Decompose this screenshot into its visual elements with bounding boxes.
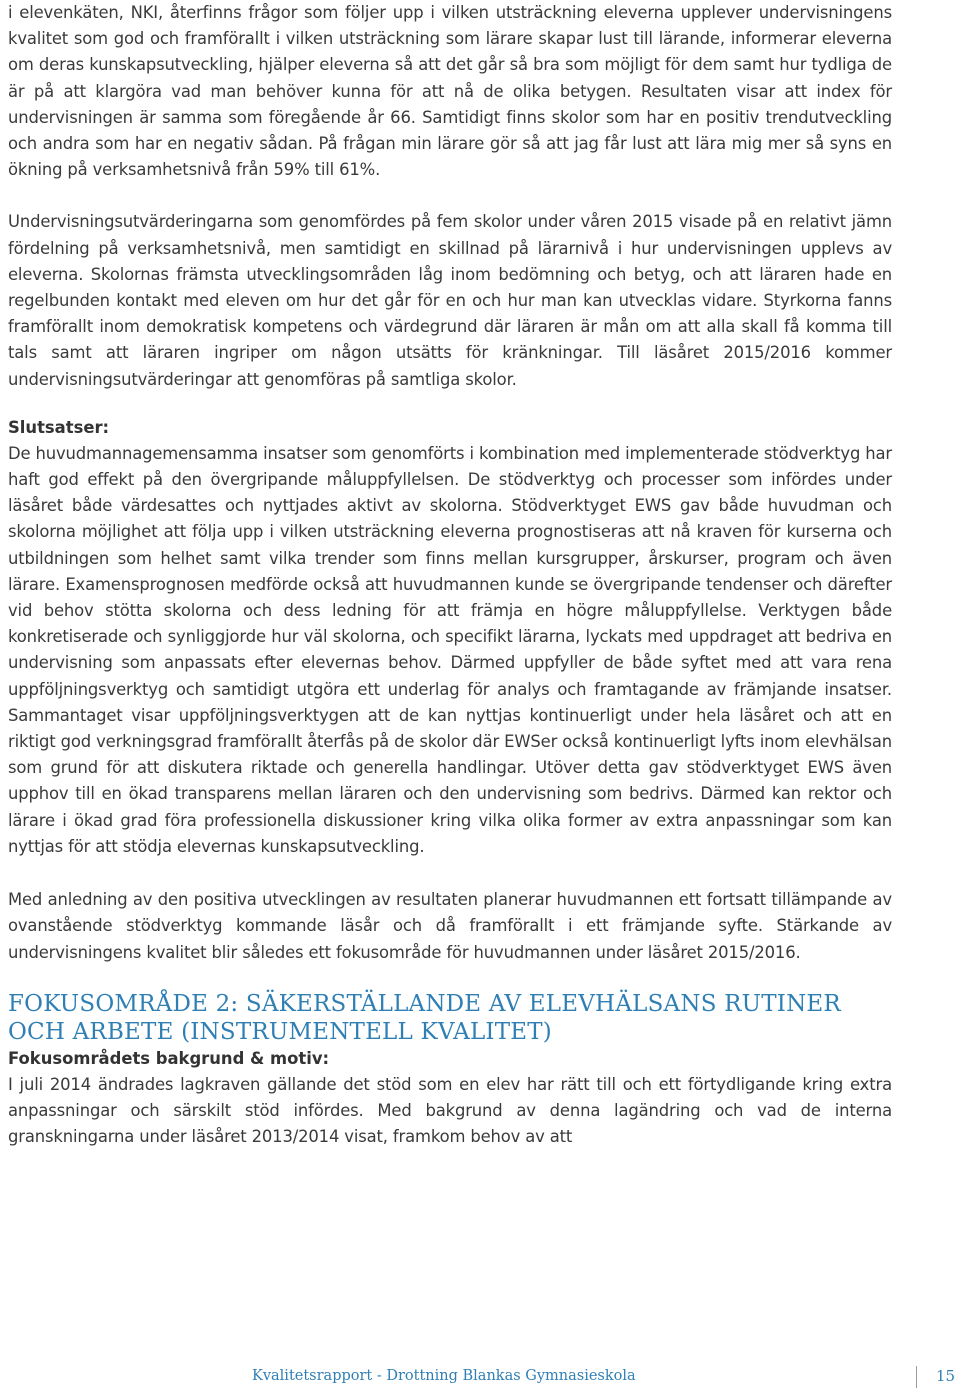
focus-area-title: FOKUSOMRÅDE 2: SÄKERSTÄLLANDE AV ELEVHÄLSANS RUTINER OCH ARBETE (INSTRUMENTELL KVALITET) (8, 990, 841, 1045)
footer-report-title: Kvalitetsrapport - Drottning Blankas Gymnasieskola (252, 1368, 636, 1384)
document-page (8, 0, 892, 1150)
page-footer (0, 1366, 960, 1388)
paragraph-conclusions: De huvudmannagemensamma insatser som genomförts i kombination med implementerade stödverktyg har haft god effekt på den övergripande måluppfyllelsen. De stödverktyg och processer som infördes under läsåret både värdesattes och nyttjades aktivt av skolorna. Stödverktyget EWS gav både huvudman och skolorna möjlighet att följa upp i vilken utsträckning eleverna prognostiseras att nå kraven för kurserna och utbildningen som helhet samt vilka trender som finns mellan kursgrupper, årskurser, program och även lärare. Examensprognosen medförde också att huvudmannen kunde se övergripande tendenser och därefter vid behov stötta skolorna och dess ledning för att främja en högre måluppfyllelse. Verktygen både konkretiserade och synliggjorde hur väl skolorna, och specifikt lärarna, lyckats med uppdraget att bedriva en undervisning som anpassats efter elevernas behov. Därmed uppfyller de både syftet med att vara rena uppföljningsverktyg och samtidigt utgöra ett underlag för analys och framtagande av främjande insatser. Sammantaget visar uppföljningsverktygen att de kan nyttjas kontinuerligt under hela läsåret och att en riktigt god verkningsgrad framförallt återfås på de skolor där EWSer också kontinuerligt lyfts inom elevhälsan som grund för att diskutera riktade och generella handlingar. Utöver detta gav stödverktyget EWS även upphov till en ökad transparens mellan läraren och den undervisning som bedrivs. Därmed kan rektor och lärare i ökad grad föra professionella diskussioner kring vilka olika former av extra anpassningar som kan nyttjas för att stödja elevernas kunskapsutveckling. (8, 443, 892, 856)
paragraph-nki: i elevenkäten, NKI, återfinns frågor som följer upp i vilken utsträckning eleverna upplever undervisningens kvalitet som god och framförallt i vilken utsträckning som lärare skapar lust till lärande, informerar eleverna om deras kunskapsutveckling, hjälper eleverna så att det går så bra som möjligt för dem samt hur tydliga de är på att klargöra vad man behöver kunna för att nå de olika betygen. Resultaten visar att index för undervisningen är samma som föregående år 66. Samtidigt finns skolor som har en positiv trendutveckling och andra som har en negativ sådan. På frågan min lärare gör så att jag får lust att lära mig mer så syns en ökning på verksamhetsnivå från 59% till 61%. (8, 3, 892, 180)
paragraph-planning: Med anledning av den positiva utvecklingen av resultaten planerar huvudmannen ett fortsatt tillämpande av ovanstående stödverktyg kommande läsår och då framförallt i ett främjande syfte. Stärkande av undervisningens kvalitet blir således ett fokusområde för huvudmannen under läsåret 2015/2016. (8, 890, 892, 962)
page-number: 15 (936, 1367, 956, 1385)
conclusions-heading: Slutsatser: (8, 417, 110, 437)
paragraph-teaching-evaluations: Undervisningsutvärderingarna som genomfördes på fem skolor under våren 2015 visade på en relativt jämn fördelning på verksamhetsnivå, men samtidigt en skillnad på lärarnivå i hur undervisningen upplevs av eleverna. Skolornas främsta utvecklingsområden låg inom bedömning och betyg, och att läraren hade en regelbunden kontakt med eleven om hur det går för en och hur man kan utvecklas vidare. Styrkorna fanns framförallt inom demokratisk kompetens och värdegrund där läraren är mån om att alla skall få komma till tals samt att läraren ingriper om någon utsätts för kränkningar. Till läsåret 2015/2016 kommer undervisningsutvärderingar att genomföras på samtliga skolor. (8, 212, 892, 389)
footer-divider (916, 1366, 917, 1388)
background-heading: Fokusområdets bakgrund & motiv: (8, 1048, 330, 1068)
paragraph-background: I juli 2014 ändrades lagkraven gällande det stöd som en elev har rätt till och ett förtydligande kring extra anpassningar och särskilt stöd infördes. Med bakgrund av denna lagändring och vad de interna granskningarna under läsåret 2013/2014 visat, framkom behov av att (8, 1074, 892, 1147)
